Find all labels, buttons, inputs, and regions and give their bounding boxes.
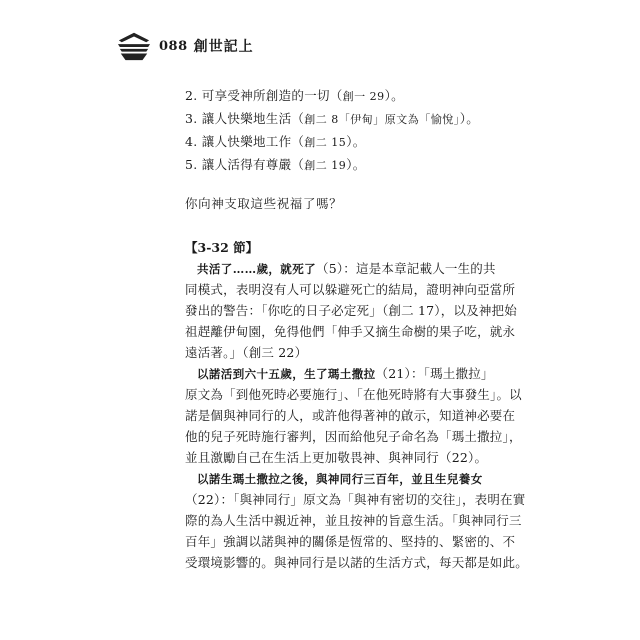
page-number: 088 [159, 38, 188, 54]
ark-logo-icon [115, 29, 153, 63]
list-item: 2. 可享受神所創造的一切（創一 29）。 [185, 88, 404, 103]
section-heading: 【3-32 節】 [185, 240, 259, 255]
reflection-question: 你向神支取這些祝福了嗎？ [185, 196, 343, 211]
paragraph: 以諾活到六十五歲，生了瑪土撒拉（21）：「瑪土撒拉」 原文為「到他死時必要施行」、「在他死時將有大事發生」。以 諾是個與神同行的人，或許他得著神的啟示，知道神必要在 他的兒子死時施行審判，因而給他兒子命名為「瑪土撒拉」， 並且激勵自己在生活上更加敬畏神、與神同行（22）。 [185, 366, 522, 465]
list-item: 5. 讓人活得有尊嚴（創二 19）。 [185, 157, 366, 172]
book-title: 創世記上 [193, 39, 254, 55]
list-item: 4. 讓人快樂地工作（創二 15）。 [185, 134, 366, 149]
paragraph: 共活了……歲，就死了（5）：這是本章記載人一生的共 同模式，表明沒有人可以躲避死亡的結局，證明神向亞當所 發出的警告：「你吃的日子必定死」（創二 17），以及神把始 祖趕離伊甸園，免得他們「伸手又摘生命樹的果子吃，就永 遠活著。」（創三 22） [185, 261, 517, 360]
list-item: 3. 讓人快樂地生活（創二 8「伊甸」原文為「愉悅」）。 [185, 111, 480, 126]
paragraph: 以諾生瑪土撒拉之後，與神同行三百年，並且生兒養女 （22）：「與神同行」原文為「與神有密切的交往」，表明在實 際的為人生活中親近神，並且按神的旨意生活。「與神同行三 百年」強調以諾與神的關係是恆常的、堅持的、緊密的、不 受環境影響的。與神同行是以諾的生活方式，每天都是如此。 [185, 472, 528, 570]
page-header [115, 28, 254, 64]
